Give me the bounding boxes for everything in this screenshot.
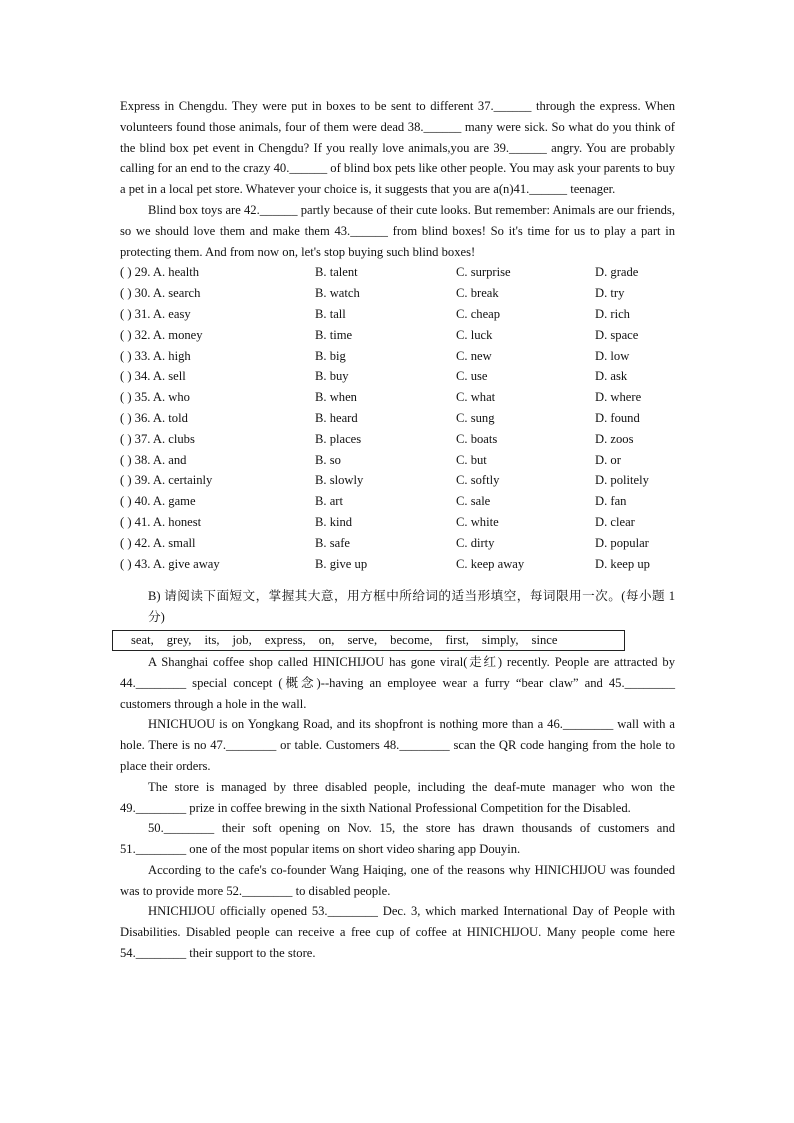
option-d: D. fan <box>595 494 627 509</box>
option-b: B. kind <box>315 514 353 529</box>
passage-a-paragraph-1: Express in Chengdu. They were put in boxes to be sent to different 37.______ through the express. When volunteers found those animals, four of them were dead 38.______ many were sick. So what do you think of the blind box pet event in Chengdu? If you really love animals,you are 39.______ angry. You are probably calling for an end to the crazy 40.______ of blind box pets like other people. You may ask your parents to buy a pet in a local pet store. Whatever your choice is, it suggests that you are a(n)41.______ teenager. <box>120 99 675 197</box>
passage-b-paragraph-5: According to the cafe's co-founder Wang Haiqing, one of the reasons why HINICHIJOU was founded was to provide more 52.________ to disabled people. <box>120 862 675 898</box>
option-row <box>120 262 675 283</box>
word-bank-box <box>112 630 625 651</box>
option-row <box>120 450 675 471</box>
option-c: C. new <box>456 348 492 363</box>
option-d: D. low <box>595 348 630 363</box>
passage-b-paragraph-2: HNICHUOU is on Yongkang Road, and its shopfront is nothing more than a 46.________ wall with a hole. There is no 47.________ or table. Customers 48.________ scan the QR code hanging from the hole to place their orders. <box>120 717 675 773</box>
option-row <box>120 304 675 325</box>
option-c: C. surprise <box>456 265 511 280</box>
option-d: D. where <box>595 390 642 405</box>
option-row <box>120 512 675 533</box>
option-c: C. what <box>456 390 496 405</box>
option-d: D. or <box>595 452 621 467</box>
option-row <box>120 429 675 450</box>
passage-b-paragraph-1: A Shanghai coffee shop called HINICHIJOU has gone viral(走红) recently. People are attracted by 44.________ special concept (概念)--having an employee wear a furry “bear claw” and 45.________ customers through a hole in the wall. <box>120 654 675 711</box>
option-q: ( ) 43. A. give away <box>120 556 220 571</box>
option-row <box>120 554 675 575</box>
option-c: C. but <box>456 452 487 467</box>
word-bank-item: job, <box>232 633 252 648</box>
option-d: D. politely <box>595 473 649 488</box>
passage-b-paragraph-4: 50.________ their soft opening on Nov. 15, the store has drawn thousands of customers and 51.________ one of the most popular items on short video sharing app Douyin. <box>120 821 675 857</box>
word-bank-item: serve, <box>347 633 378 648</box>
option-c: C. sung <box>456 410 495 425</box>
option-row <box>120 387 675 408</box>
option-d: D. found <box>595 410 640 425</box>
option-b: B. places <box>315 431 362 446</box>
option-q: ( ) 38. A. and <box>120 452 187 467</box>
option-d: D. try <box>595 286 625 301</box>
option-c: C. luck <box>456 327 493 342</box>
option-d: D. keep up <box>595 556 650 571</box>
option-q: ( ) 29. A. health <box>120 265 200 280</box>
option-q: ( ) 37. A. clubs <box>120 431 195 446</box>
option-c: C. use <box>456 369 488 384</box>
option-c: C. softly <box>456 473 500 488</box>
option-row <box>120 533 675 554</box>
option-b: B. watch <box>315 286 360 301</box>
word-bank-item: express, <box>264 633 306 648</box>
option-c: C. sale <box>456 494 491 509</box>
option-d: D. space <box>595 327 639 342</box>
word-bank-item: first, <box>445 633 469 648</box>
option-q: ( ) 39. A. certainly <box>120 473 213 488</box>
option-b: B. slowly <box>315 473 364 488</box>
option-q: ( ) 30. A. search <box>120 286 201 301</box>
option-q: ( ) 35. A. who <box>120 390 190 405</box>
option-q: ( ) 42. A. small <box>120 535 196 550</box>
option-b: B. when <box>315 390 357 405</box>
option-row <box>120 346 675 367</box>
option-row <box>120 325 675 346</box>
option-d: D. rich <box>595 306 630 321</box>
option-q: ( ) 33. A. high <box>120 348 191 363</box>
option-q: ( ) 40. A. game <box>120 494 196 509</box>
option-row <box>120 408 675 429</box>
options-list <box>120 262 675 574</box>
option-b: B. time <box>315 327 353 342</box>
word-bank-item: on, <box>318 633 335 648</box>
option-q: ( ) 34. A. sell <box>120 369 186 384</box>
option-b: B. art <box>315 494 343 509</box>
option-b: B. tall <box>315 306 346 321</box>
option-b: B. heard <box>315 410 358 425</box>
word-bank-item: become, <box>390 633 433 648</box>
word-bank-item: simply, <box>481 633 519 648</box>
option-b: B. safe <box>315 535 350 550</box>
option-b: B. buy <box>315 369 349 384</box>
option-c: C. cheap <box>456 306 501 321</box>
option-row <box>120 283 675 304</box>
option-q: ( ) 36. A. told <box>120 410 188 425</box>
option-d: D. popular <box>595 535 649 550</box>
option-d: D. zoos <box>595 431 634 446</box>
word-bank-item: since <box>531 633 558 648</box>
option-row <box>120 470 675 491</box>
option-q: ( ) 32. A. money <box>120 327 203 342</box>
passage-a-paragraph-2: Blind box toys are 42.______ partly because of their cute looks. But remember: Animals are our friends, so we should love them and make them 43.______ from blind boxes! So it's time for us to play a part in protecting them. And from now on, let's stop buying such blind boxes! <box>120 202 675 259</box>
option-d: D. ask <box>595 369 628 384</box>
option-b: B. give up <box>315 556 368 571</box>
option-c: C. keep away <box>456 556 525 571</box>
option-d: D. grade <box>595 265 639 280</box>
option-c: C. break <box>456 286 499 301</box>
option-row <box>120 366 675 387</box>
word-bank-item: grey, <box>166 633 192 648</box>
option-c: C. white <box>456 514 499 529</box>
option-b: B. big <box>315 348 346 363</box>
option-q: ( ) 31. A. easy <box>120 306 191 321</box>
option-row <box>120 491 675 512</box>
option-q: ( ) 41. A. honest <box>120 514 202 529</box>
option-b: B. so <box>315 452 341 467</box>
option-c: C. boats <box>456 431 498 446</box>
option-b: B. talent <box>315 265 358 280</box>
word-bank-item: its, <box>204 633 220 648</box>
passage-b-paragraph-6: HNICHIJOU officially opened 53.________ Dec. 3, which marked International Day of People with Disabilities. Disabled people can receive a free cup of coffee at HINICHIJOU. Many people come here 54.________ their support to the store. <box>120 904 675 961</box>
passage-b-paragraph-3: The store is managed by three disabled people, including the deaf-mute manager who won the 49.________ prize in coffee brewing in the sixth National Professional Competition for the Disabled. <box>120 779 675 815</box>
section-b-instruction: B) 请阅读下面短文，掌握其大意，用方框中所给词的适当形填空，每词限用一次。(每小题 1 分) <box>148 589 675 625</box>
option-d: D. clear <box>595 514 635 529</box>
option-c: C. dirty <box>456 535 495 550</box>
worksheet-page <box>120 96 675 964</box>
word-bank-item: seat, <box>131 633 154 648</box>
